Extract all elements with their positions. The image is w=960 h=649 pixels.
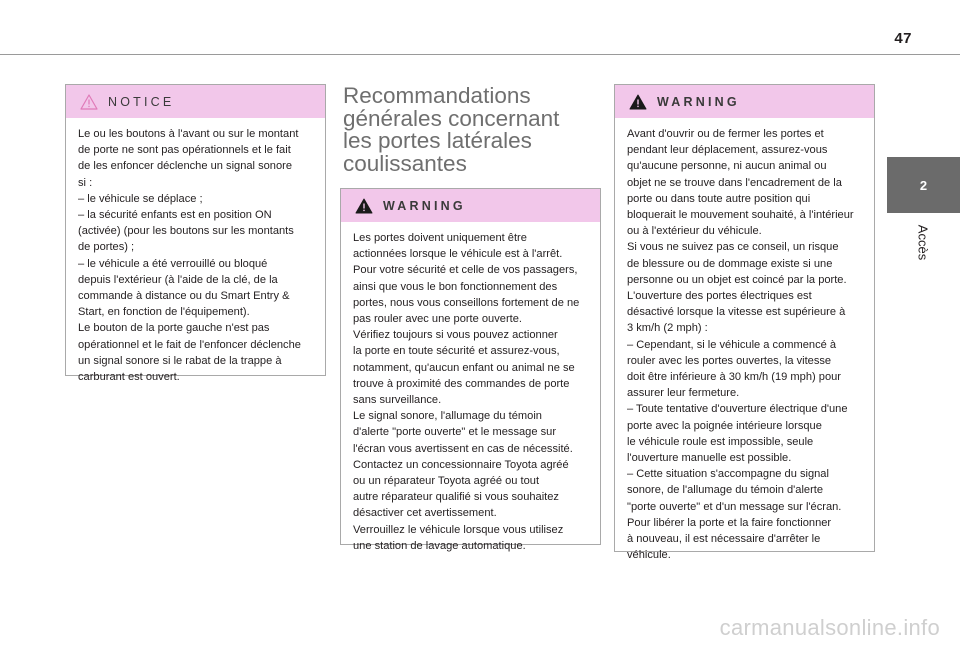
text-line: "porte ouverte" et d'un message sur l'écran. <box>627 500 842 513</box>
text-line: L'ouverture des portes électriques est <box>627 290 812 303</box>
notice-heading: NOTICE <box>108 94 175 109</box>
text-line: autre réparateur qualifié si vous souhaitez <box>353 491 559 504</box>
text-line: de porte ne sont pas opérationnels et le fait <box>78 144 291 157</box>
text-line: sonore, de l'allumage du témoin d'alerte <box>627 484 824 497</box>
text-line: commande à distance ou du Smart Entry & <box>78 290 290 303</box>
text-line: pas rouler avec une porte ouverte. <box>353 313 522 326</box>
text-line: 3 km/h (2 mph) : <box>627 322 708 335</box>
text-line: rouler avec les portes ouvertes, la vitesse <box>627 354 832 367</box>
chapter-tab-number: 2 <box>919 177 928 193</box>
text-line: opérationnel et le fait de l'enfoncer déclenche <box>78 338 301 351</box>
notice-box <box>65 84 326 384</box>
section-title-line: les portes latérales <box>343 128 532 153</box>
page-number: 47 <box>894 30 912 47</box>
notice-header <box>66 85 325 118</box>
text-line: Start, en fonction de l'équipement). <box>78 306 250 319</box>
text-line: – le véhicule se déplace ; <box>78 192 203 205</box>
warning-box-doors <box>340 188 601 552</box>
text-line: – Cette situation s'accompagne du signal <box>627 468 829 481</box>
text-line: doit être inférieure à 30 km/h (19 mph) pour <box>627 371 841 384</box>
text-line: (activée) (pour les boutons sur les montants <box>78 225 294 238</box>
warning-header <box>341 189 600 222</box>
warning-heading: WARNING <box>657 94 740 109</box>
chapter-label-text: Accès <box>915 224 930 261</box>
text-line: depuis l'extérieur (à l'aide de la clé, de la <box>78 273 278 286</box>
text-line: de portes) ; <box>78 241 135 254</box>
text-line: personne ou un objet est coincé par la porte. <box>627 273 847 286</box>
text-line: Le signal sonore, l'allumage du témoin <box>353 410 542 423</box>
text-line: Pour votre sécurité et celle de vos passagers, <box>353 264 578 277</box>
watermark-text: carmanualsonline.info <box>719 615 940 640</box>
text-line: Pour libérer la porte et la faire fonctionner <box>627 516 832 529</box>
text-line: désactiver cet avertissement. <box>353 507 497 520</box>
header-rule <box>0 54 960 55</box>
warning-box-power-doors <box>614 84 875 562</box>
warning-filled-icon <box>629 94 647 110</box>
text-line: une station de lavage automatique. <box>353 539 526 552</box>
text-line: l'écran vous avertissent en cas de nécessité. <box>353 442 573 455</box>
text-line: – Cependant, si le véhicule a commencé à <box>627 338 837 351</box>
warning-header <box>615 85 874 118</box>
section-title <box>343 85 603 175</box>
text-line: d'alerte "porte ouverte" et le message sur <box>353 426 557 439</box>
text-line: carburant est ouvert. <box>78 371 180 384</box>
text-line: Si vous ne suivez pas ce conseil, un risque <box>627 241 839 254</box>
text-line: – le véhicule a été verrouillé ou bloqué <box>78 257 268 270</box>
notice-body <box>66 118 325 393</box>
warning-filled-icon <box>355 198 373 214</box>
warning-heading: WARNING <box>383 198 466 213</box>
text-line: trouve à proximité des commandes de porte <box>353 377 570 390</box>
text-line: – Toute tentative d'ouverture électrique d'une <box>627 403 848 416</box>
text-line: objet ne se trouve dans l'encadrement de la <box>627 176 842 189</box>
text-line: la porte en toute sécurité et assurez-vous, <box>353 345 560 358</box>
text-line: sans surveillance. <box>353 394 442 407</box>
text-line: pendant leur déplacement, assurez-vous <box>627 144 828 157</box>
chapter-label <box>885 215 960 275</box>
text-line: ainsi que vous le bon fonctionnement des <box>353 280 558 293</box>
text-line: un signal sonore si le rabat de la trappe à <box>78 354 282 367</box>
text-line: à nouveau, il est nécessaire d'arrêter le <box>627 533 821 546</box>
text-line: véhicule. <box>627 549 671 562</box>
text-line: ou un réparateur Toyota agréé ou tout <box>353 475 540 488</box>
text-line: de les enfoncer déclenche un signal sonore <box>78 160 293 173</box>
text-line: de blessure ou de dommage existe si une <box>627 257 833 270</box>
warning-outline-icon <box>80 94 98 110</box>
warning-body <box>341 222 600 562</box>
section-title-line: coulissantes <box>343 150 467 176</box>
text-line: l'ouverture manuelle est possible. <box>627 452 792 465</box>
text-line: portes, nous vous conseillons fortement de ne <box>353 296 580 309</box>
text-line: notamment, qu'aucun enfant ou animal ne se <box>353 361 575 374</box>
text-line: assurer leur fermeture. <box>627 387 740 400</box>
section-title-line: générales concernant <box>343 105 560 131</box>
text-line: Les portes doivent uniquement être <box>353 232 527 244</box>
text-line: Verrouillez le véhicule lorsque vous utilisez <box>353 523 564 536</box>
text-line: le véhicule roule est impossible, seule <box>627 435 814 448</box>
text-line: désactivé lorsque la vitesse est supérieure à <box>627 306 846 319</box>
chapter-tab[interactable] <box>887 157 960 213</box>
text-line: Le bouton de la porte gauche n'est pas <box>78 322 270 335</box>
text-line: qu'aucune personne, ni aucun animal ou <box>627 160 827 173</box>
text-line: ou à l'extérieur du véhicule. <box>627 225 762 238</box>
text-line: porte ou dans toute autre position qui <box>627 192 811 205</box>
text-line: Vérifiez toujours si vous pouvez actionner <box>353 329 558 342</box>
text-line: bloquerait le mouvement souhaité, à l'intérieur <box>627 209 854 222</box>
text-line: si : <box>78 176 93 189</box>
warning-body <box>615 118 874 571</box>
text-line: Contactez un concessionnaire Toyota agréé <box>353 458 569 471</box>
text-line: porte avec la poignée intérieure lorsque <box>627 419 822 432</box>
text-line: Avant d'ouvrir ou de fermer les portes et <box>627 128 824 140</box>
text-line: actionnées lorsque le véhicule est à l'arrêt. <box>353 248 563 261</box>
text-line: Le ou les boutons à l'avant ou sur le montant <box>78 128 299 140</box>
section-title-line: Recommandations <box>343 83 531 108</box>
text-line: – la sécurité enfants est en position ON <box>78 209 272 222</box>
